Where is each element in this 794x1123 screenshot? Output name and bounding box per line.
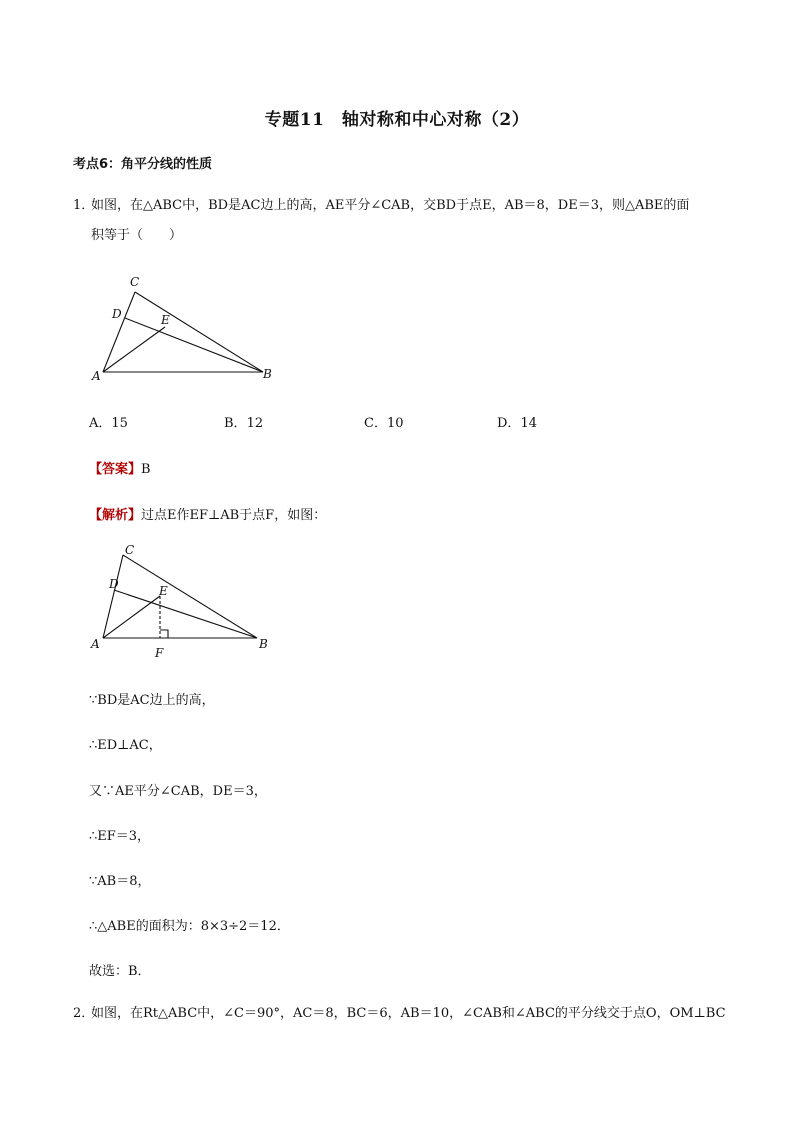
- fig1-label-d: D: [112, 307, 122, 321]
- q1-option-a: A．15: [89, 416, 128, 431]
- fig2-label-d: D: [109, 577, 119, 591]
- q1-option-c: C．10: [364, 416, 404, 431]
- q1-analysis-figure: [85, 540, 285, 665]
- solution-step-2: ∴ED⊥AC，: [89, 738, 162, 753]
- solution-step-4: ∴EF＝3，: [89, 829, 151, 844]
- fig1-label-a: A: [92, 369, 101, 383]
- solution-step-5: ∵AB＝8，: [89, 874, 151, 889]
- fig1-side-cb: [135, 292, 263, 372]
- answer-value: B: [141, 462, 151, 477]
- solution-step-1: ∵BD是AC边上的高，: [89, 693, 215, 708]
- q1-answer: [89, 458, 151, 477]
- q1-stem-line1: 如图，在△ABC中，BD是AC边上的高，AE平分∠CAB，交BD于点E，AB＝8，DE＝3，则△ABE的面: [91, 198, 690, 213]
- section-heading: 考点6：角平分线的性质: [73, 157, 213, 172]
- q1-number: 1．: [73, 198, 95, 213]
- fig2-side-cb: [123, 555, 257, 638]
- fig1-label-c: C: [130, 275, 140, 289]
- fig2-right-angle-mark: [160, 630, 168, 638]
- q1-option-d: D．14: [497, 416, 537, 431]
- q1-analysis: [89, 504, 326, 523]
- solution-step-3: 又∵AE平分∠CAB，DE＝3，: [89, 784, 267, 799]
- fig2-label-e: E: [159, 584, 168, 598]
- page-title: 专题11 轴对称和中心对称（2）: [264, 110, 530, 130]
- fig1-label-b: B: [263, 367, 272, 381]
- solution-conclusion: 故选：B．: [89, 964, 151, 979]
- fig2-label-a: A: [91, 637, 100, 651]
- fig2-label-b: B: [259, 637, 268, 651]
- q1-stem-line2: 积等于（ ）: [91, 228, 183, 243]
- q1-figure-triangle: [85, 268, 285, 388]
- q1-option-b: B．12: [224, 416, 264, 431]
- answer-label: 【答案】: [89, 462, 142, 477]
- fig2-label-c: C: [125, 543, 135, 557]
- analysis-label: 【解析】: [89, 508, 142, 523]
- solution-step-6: ∴△ABE的面积为：8×3÷2＝12．: [89, 919, 290, 934]
- q2-number: 2．: [73, 1006, 95, 1021]
- q2-stem-line1: 如图，在Rt△ABC中，∠C＝90°，AC＝8，BC＝6，AB＝10，∠CAB和∠ABC的平分线交于点O，OM⊥BC: [91, 1006, 726, 1021]
- analysis-text: 过点E作EF⊥AB于点F，如图：: [141, 508, 327, 523]
- fig2-label-f: F: [155, 646, 164, 660]
- fig1-label-e: E: [161, 313, 170, 327]
- fig1-segment-bd: [125, 318, 263, 372]
